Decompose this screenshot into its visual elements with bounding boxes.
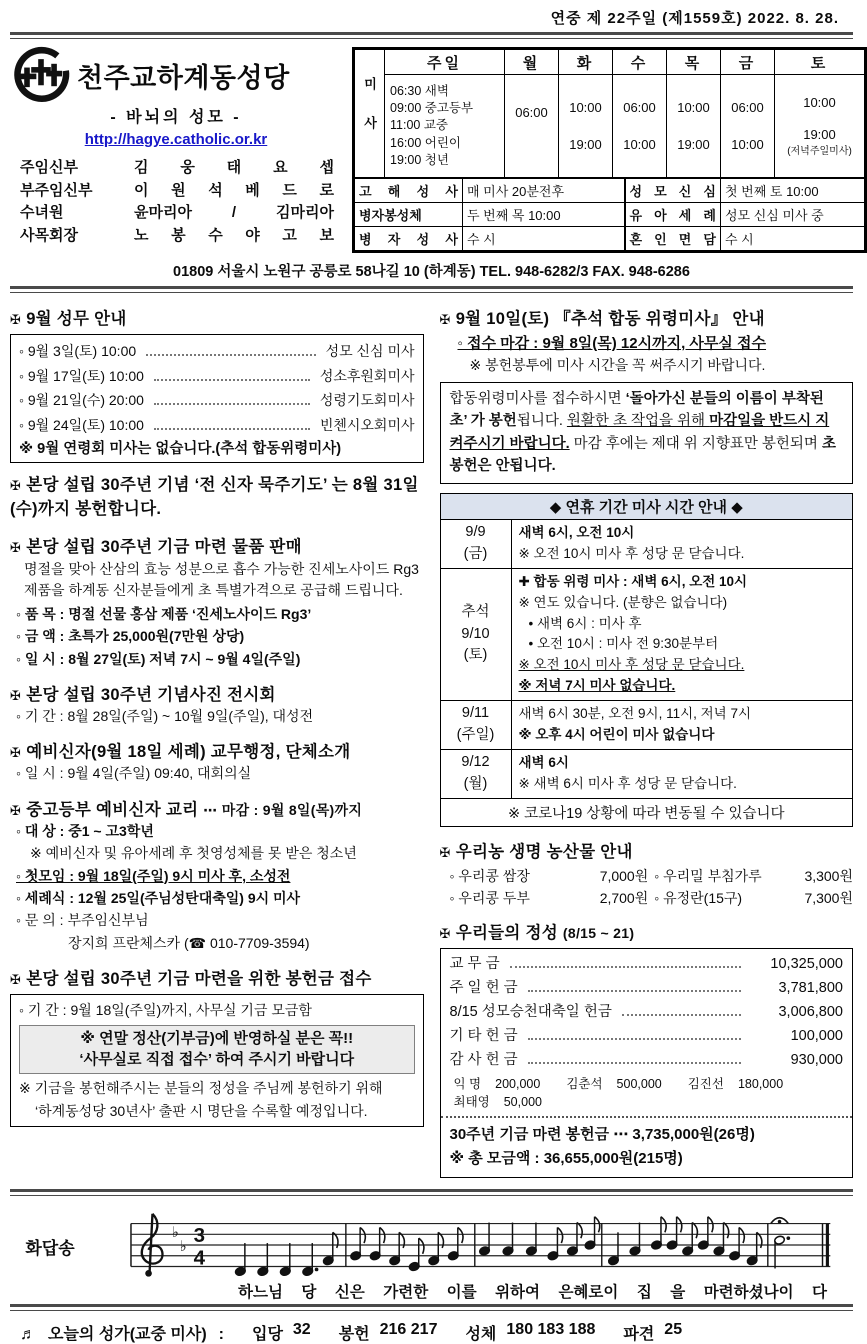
cross-icon: ✠ [10, 688, 22, 704]
sunday-times: 06:30 새벽 09:00 중고등부 11:00 교중 16:00 어린이 19:00 청년 [385, 75, 505, 178]
donor: 익 명 200,000 [453, 1076, 541, 1091]
offering-row: 8/15 성모승천대축일 헌금 3,006,800 [449, 1003, 843, 1020]
farm-item: ◦ 우리밀 부침가루 3,300원 [654, 867, 853, 884]
cross-icon: ✠ [10, 972, 22, 988]
cross-icon: ✠ [439, 844, 451, 860]
section-our-offerings [440, 919, 854, 1178]
offering-row: 교 무 금 10,325,000 [449, 955, 843, 972]
fund-note-line2: ‘하계동성당 30년사’ 출판 시 명단을 수록할 예정입니다. [35, 1103, 368, 1120]
holiday-table-title: ◆ 연휴 기간 미사 시간 안내 ◆ [441, 494, 853, 520]
holiday-date: 9/9 (금) [441, 520, 512, 568]
section-youth-catechism [10, 796, 424, 954]
staff-person: 김 웅 태 요 셉 [134, 159, 334, 176]
section-goods-sale [10, 533, 424, 670]
day-header: 월 [505, 50, 559, 75]
church-block [10, 47, 342, 253]
memorial-text-bold: ‘돌아가신 분들의 이름이 부착된 초’ 가 봉헌 [449, 391, 824, 430]
day-header: 수 [613, 50, 667, 75]
day-header: 금 [721, 50, 775, 75]
dot-leader [154, 403, 310, 405]
youth-target-note: ※ 예비신자 및 유아세례 후 첫영성체를 못 받은 청소년 [30, 845, 357, 862]
flat-sign: ♭ [179, 1238, 187, 1255]
info-label: 유 아 세 례 [625, 203, 721, 227]
hymn-entry: 입당 32 [251, 1321, 311, 1344]
info-label: 고 해 성 사 [355, 179, 463, 203]
cross-icon: ✠ [439, 312, 451, 327]
schedule-row: ◦ 9월 21일(수) 20:00 성령기도회미사 [19, 388, 415, 413]
dot-leader [154, 379, 310, 381]
fund-warning-line1: ※ 연말 정산(기부금)에 반영하실 분은 꼭!! [80, 1029, 354, 1047]
section-title: 본당 설립 30주년 기념 ‘전 신자 묵주기도’ 는 8월 31일(수)까지 봉헌합니다. [10, 476, 419, 518]
fund-warning-line2: ‘사무실로 직접 접수’ 하여 주시기 바랍니다 [79, 1051, 355, 1069]
section-catechumen [10, 738, 424, 784]
info-label: 병자봉성체 [355, 203, 463, 227]
donor: 김진선 180,000 [687, 1076, 784, 1091]
divider-top [10, 32, 853, 39]
schedule-row: ◦ 9월 17일(토) 10:00 성소후원회미사 [19, 364, 415, 389]
holiday-date: 추석 9/10 (토) [441, 569, 512, 701]
dot-leader [528, 1062, 741, 1064]
offering-row: 감 사 헌 금 930,000 [449, 1051, 843, 1068]
music-notes [235, 1217, 791, 1277]
fund-warning-box [19, 1025, 415, 1075]
staff-person: 윤마리아 / 김마리아 [134, 204, 334, 221]
farm-item: ◦ 유정란(15구) 7,300원 [654, 889, 853, 906]
cross-icon: ✠ [10, 745, 22, 761]
holiday-detail: 새벽 6시, 오전 10시 ※ 오전 10시 미사 후 성당 문 닫습니다. [518, 524, 745, 561]
fund-box [10, 994, 424, 1127]
goods-item: ◦ 품 목 : 명절 선물 홍삼 제품 ‘진세노사이드 Rg3’ [16, 605, 312, 622]
cross-icon: ✠ [10, 539, 22, 555]
info-value: 성모 신심 미사 중 [721, 203, 865, 227]
info-label: 성 모 신 심 [625, 179, 721, 203]
weekday-times: 10:00 19:00 [667, 75, 721, 178]
saturday-times: 10:00 19:00 (저녁주일미사) [775, 75, 865, 178]
fund-period: ◦ 기 간 : 9월 18일(주일)까지, 사무실 기금 모금함 [19, 1002, 312, 1019]
holiday-row [441, 520, 853, 569]
weekday-times: 06:00 [505, 75, 559, 178]
youth-contact: ◦ 문 의 : 부주임신부님 [16, 912, 149, 929]
goods-item: ◦ 일 시 : 8월 27일(토) 저녁 7시 ~ 9월 4일(주일) [16, 650, 301, 667]
left-column [10, 305, 424, 1189]
dot-leader [154, 428, 310, 430]
responsorial-psalm [10, 1204, 853, 1288]
music-note-icon: ♬ [20, 1326, 36, 1344]
flat-sign: ♭ [172, 1225, 179, 1242]
holiday-row [441, 701, 853, 750]
time-signature-top: 3 [193, 1224, 206, 1248]
memorial-text-bold-underline: 마감일을 반드시 지켜주시기 바랍니다. [449, 413, 830, 452]
dot-leader [146, 354, 315, 356]
schedule-name: 빈첸시오회미사 [319, 416, 415, 433]
holiday-detail: 새벽 6시 ※ 새벽 6시 미사 후 성당 문 닫습니다. [518, 755, 737, 792]
hymn-entry: 봉헌 216 217 [338, 1321, 438, 1344]
mass-times-table [354, 49, 865, 178]
divider-music-bottom [10, 1304, 853, 1311]
day-header: 화 [559, 50, 613, 75]
holiday-footer-note: ※ 코로나19 상황에 따라 변동될 수 있습니다 [507, 805, 785, 822]
holiday-date: 9/12 (월) [441, 750, 512, 798]
staff-person: 이 원 석 베 드 로 [134, 181, 334, 199]
farm-item: ◦ 우리콩 두부 2,700원 [449, 889, 649, 906]
section-farm-products [440, 838, 854, 908]
staff-role: 부주임신부 [20, 181, 93, 199]
schedule-name: 성소후원회미사 [319, 367, 415, 384]
church-logo-icon [10, 47, 72, 103]
section-memorial-mass [440, 305, 854, 827]
weekday-times: 06:00 10:00 [721, 75, 775, 178]
youth-first-meeting: ◦ 첫모임 : 9월 18일(주일) 9시 미사 후, 소성전 [16, 867, 291, 884]
photo-period: ◦ 기 간 : 8월 28일(주일) ~ 10월 9일(주일), 대성전 [16, 708, 314, 725]
day-header: 토 [775, 50, 865, 75]
schedule-name: 성령기도회미사 [319, 392, 415, 408]
church-website-link[interactable]: http://hagye.catholic.or.kr [84, 131, 268, 148]
schedule-name: 성모 신심 미사 [325, 343, 415, 359]
donor: 최태영 50,000 [453, 1095, 542, 1110]
memorial-deadline: ◦ 접수 마감 : 9월 8일(목) 12시까지, 사무실 접수 [457, 335, 767, 352]
section-title: 중고등부 예비신자 교리 [26, 800, 199, 819]
section-title: 9월 성무 안내 [26, 310, 127, 328]
section-title: 본당 설립 30주년 기념사진 전시회 [26, 686, 276, 705]
section-fund-offering [10, 965, 424, 1127]
music-staff [90, 1204, 842, 1288]
psalm-lyrics: 하느님 당 신은 가련한 이를 위하여 은혜로이 집 을 마련하셨나이 다 [238, 1284, 827, 1302]
todays-hymns [10, 1321, 853, 1344]
holiday-row [441, 569, 853, 702]
youth-baptism: ◦ 세례식 : 12월 25일(주님성탄대축일) 9시 미사 [16, 889, 301, 906]
farm-price-list [450, 866, 854, 908]
holiday-detail: ✚ 합동 위령 미사 : 새벽 6시, 오전 10시 ※ 연도 있습니다. (분향은 없습니다) • 새벽 6시 : 미사 후 • 오전 10시 : 미사 전 9:30분부터 ※ 오전 10시 미사 후 성당 문 닫습니다. ※ 저녁 7시 미사 없습니다. [518, 573, 748, 694]
day-header: 목 [667, 50, 721, 75]
memorial-info-box [440, 382, 854, 484]
hymn-entry: 성체 180 183 188 [465, 1321, 596, 1344]
day-header: 주일 [385, 50, 505, 75]
section-title: 우리농 생명 농산물 안내 [455, 842, 633, 861]
hymns-colon: : [218, 1326, 224, 1344]
church-title-row [10, 47, 342, 103]
holiday-date: 9/11 (주일) [441, 701, 512, 749]
cross-icon: ✠ [10, 312, 22, 327]
section-title: 우리들의 정성 [455, 923, 559, 942]
staff-role: 사목회장 [20, 226, 78, 244]
youth-target: ◦ 대 상 : 중1 ~ 고3학년 [16, 822, 154, 839]
info-value: 수 시 [721, 227, 865, 251]
memorial-text: 됩니다. [516, 413, 567, 430]
staff-role: 주임신부 [20, 159, 78, 176]
dotted-divider [441, 1116, 853, 1118]
schedule-date: 9월 21일(수) 20:00 [27, 392, 144, 408]
dot-leader [510, 966, 741, 968]
info-label: 병 자 성 사 [355, 227, 463, 251]
staff-row [10, 202, 342, 225]
cross-icon: ✠ [439, 925, 451, 941]
header [10, 47, 853, 253]
weekday-times: 06:00 10:00 [613, 75, 667, 178]
hymns-label: 오늘의 성가(교중 미사) [48, 1326, 207, 1344]
offering-box [440, 948, 854, 1178]
divider-header [10, 286, 853, 293]
mass-corner-label: 미사 [355, 50, 385, 178]
fund-total-line: 30주년 기금 마련 봉헌금 ⋯ 3,735,000원(26명) [449, 1126, 755, 1144]
main-columns [10, 305, 853, 1189]
goods-description: 명절을 맞아 산삼의 효능 성분으로 흡수 가능한 진세노사이드 Rg3 제품을 하계동 신자분들에게 초 특별가격으로 공급해 드립니다. [24, 560, 419, 598]
hymn-entry: 파견 25 [623, 1321, 683, 1344]
holiday-detail: 새벽 6시 30분, 오전 9시, 11시, 저녁 7시 ※ 오후 4시 어린이 미사 없습니다 [518, 706, 752, 743]
schedule-note: ※ 9월 연령회 미사는 없습니다.(추석 합동위령미사) [19, 441, 342, 457]
mass-schedule [352, 47, 867, 253]
right-column [440, 305, 854, 1189]
section-title: 본당 설립 30주년 기금 마련 물품 판매 [26, 537, 302, 556]
offering-row: 기 타 헌 금 100,000 [449, 1027, 843, 1044]
catechumen-time: ◦ 일 시 : 9월 4일(주일) 09:40, 대회의실 [16, 765, 252, 782]
goods-item: ◦ 금 액 : 초특가 25,000원(7만원 상당) [16, 628, 245, 645]
grand-total-line: ※ 총 모금액 : 36,655,000원(215명) [449, 1150, 683, 1168]
staff-list [10, 157, 342, 247]
section-photo-exhibit [10, 681, 424, 727]
fund-note-line1: ※ 기금을 봉헌해주시는 분들의 정성을 주님께 봉헌하기 위해 [19, 1080, 383, 1097]
section-title: 예비신자(9월 18일 세례) 교무행정, 단체소개 [26, 743, 351, 762]
schedule-row: ◦ 9월 3일(토) 10:00 성모 신심 미사 [19, 339, 415, 364]
cross-icon: ✠ [10, 802, 22, 818]
psalm-label: 화답송 [25, 1238, 75, 1258]
section-title: 본당 설립 30주년 기금 마련을 위한 봉헌금 접수 [26, 970, 372, 989]
cross-icon: ✠ [10, 478, 22, 493]
church-name: 천주교하계동성당 [77, 62, 290, 93]
divider-music-top [10, 1189, 853, 1196]
staff-person: 노 봉 수 야 고 보 [134, 226, 334, 244]
schedule-date: 9월 17일(토) 10:00 [27, 367, 144, 384]
donor: 김춘석 500,000 [566, 1076, 662, 1091]
church-subtitle: - 바뇌의 성모 - [110, 109, 242, 126]
dot-leader [528, 1038, 741, 1040]
staff-row [10, 157, 342, 180]
holiday-mass-table [440, 493, 854, 827]
schedule-box [10, 334, 424, 463]
sacrament-info-table [354, 178, 865, 251]
info-value: 첫 번째 토 10:00 [721, 179, 865, 203]
memorial-text-underline: 원활한 초 작업을 위해 [566, 413, 710, 430]
schedule-row: ◦ 9월 24일(토) 10:00 빈첸시오회미사 [19, 413, 415, 438]
offering-row: 주 일 헌 금 3,781,800 [449, 979, 843, 996]
staff-row [10, 180, 342, 203]
info-value: 매 미사 20분전후 [463, 179, 625, 203]
memorial-text: 마감 후에는 제대 위 지향표만 봉헌되며 [569, 435, 822, 452]
info-label: 혼 인 면 담 [625, 227, 721, 251]
staff-row [10, 225, 342, 248]
memorial-text: 합동위령미사를 접수하시면 [449, 391, 626, 407]
offering-period: (8/15 ~ 21) [562, 924, 635, 941]
section-september-schedule [10, 305, 424, 463]
youth-contact-phone: 장지희 프란체스카 (☎ 010-7709-3594) [68, 934, 310, 951]
church-address: 01809 서울시 노원구 공릉로 58나길 10 (하계동) TEL. 948-6282/3 FAX. 948-6286 [173, 264, 690, 280]
memorial-note: ※ 봉헌봉투에 미사 시간을 꼭 써주시기 바랍니다. [469, 357, 766, 373]
donor-list [454, 1075, 844, 1113]
section-title: 9월 10일(토) 『추석 합동 위령미사』 안내 [455, 310, 765, 328]
dot-leader [622, 1014, 741, 1016]
section-rosary [10, 474, 424, 522]
staff-role: 수녀원 [20, 204, 64, 221]
memorial-text-bold: 초 봉헌은 안됩니다. [449, 435, 836, 475]
holiday-row [441, 750, 853, 799]
dot-leader [528, 990, 741, 992]
time-signature-bottom: 4 [193, 1246, 206, 1270]
info-value: 두 번째 목 10:00 [463, 203, 625, 227]
info-value: 수 시 [463, 227, 625, 251]
schedule-date: 9월 3일(토) 10:00 [27, 343, 137, 359]
youth-deadline: ⋯ 마감 : 9월 8일(목)까지 [203, 801, 363, 818]
schedule-date: 9월 24일(토) 10:00 [27, 416, 144, 433]
farm-item: ◦ 우리콩 쌈장 7,000원 [449, 867, 649, 884]
issue-line: 연중 제 22주일 (제1559호) 2022. 8. 28. [550, 10, 839, 27]
weekday-times: 10:00 19:00 [559, 75, 613, 178]
